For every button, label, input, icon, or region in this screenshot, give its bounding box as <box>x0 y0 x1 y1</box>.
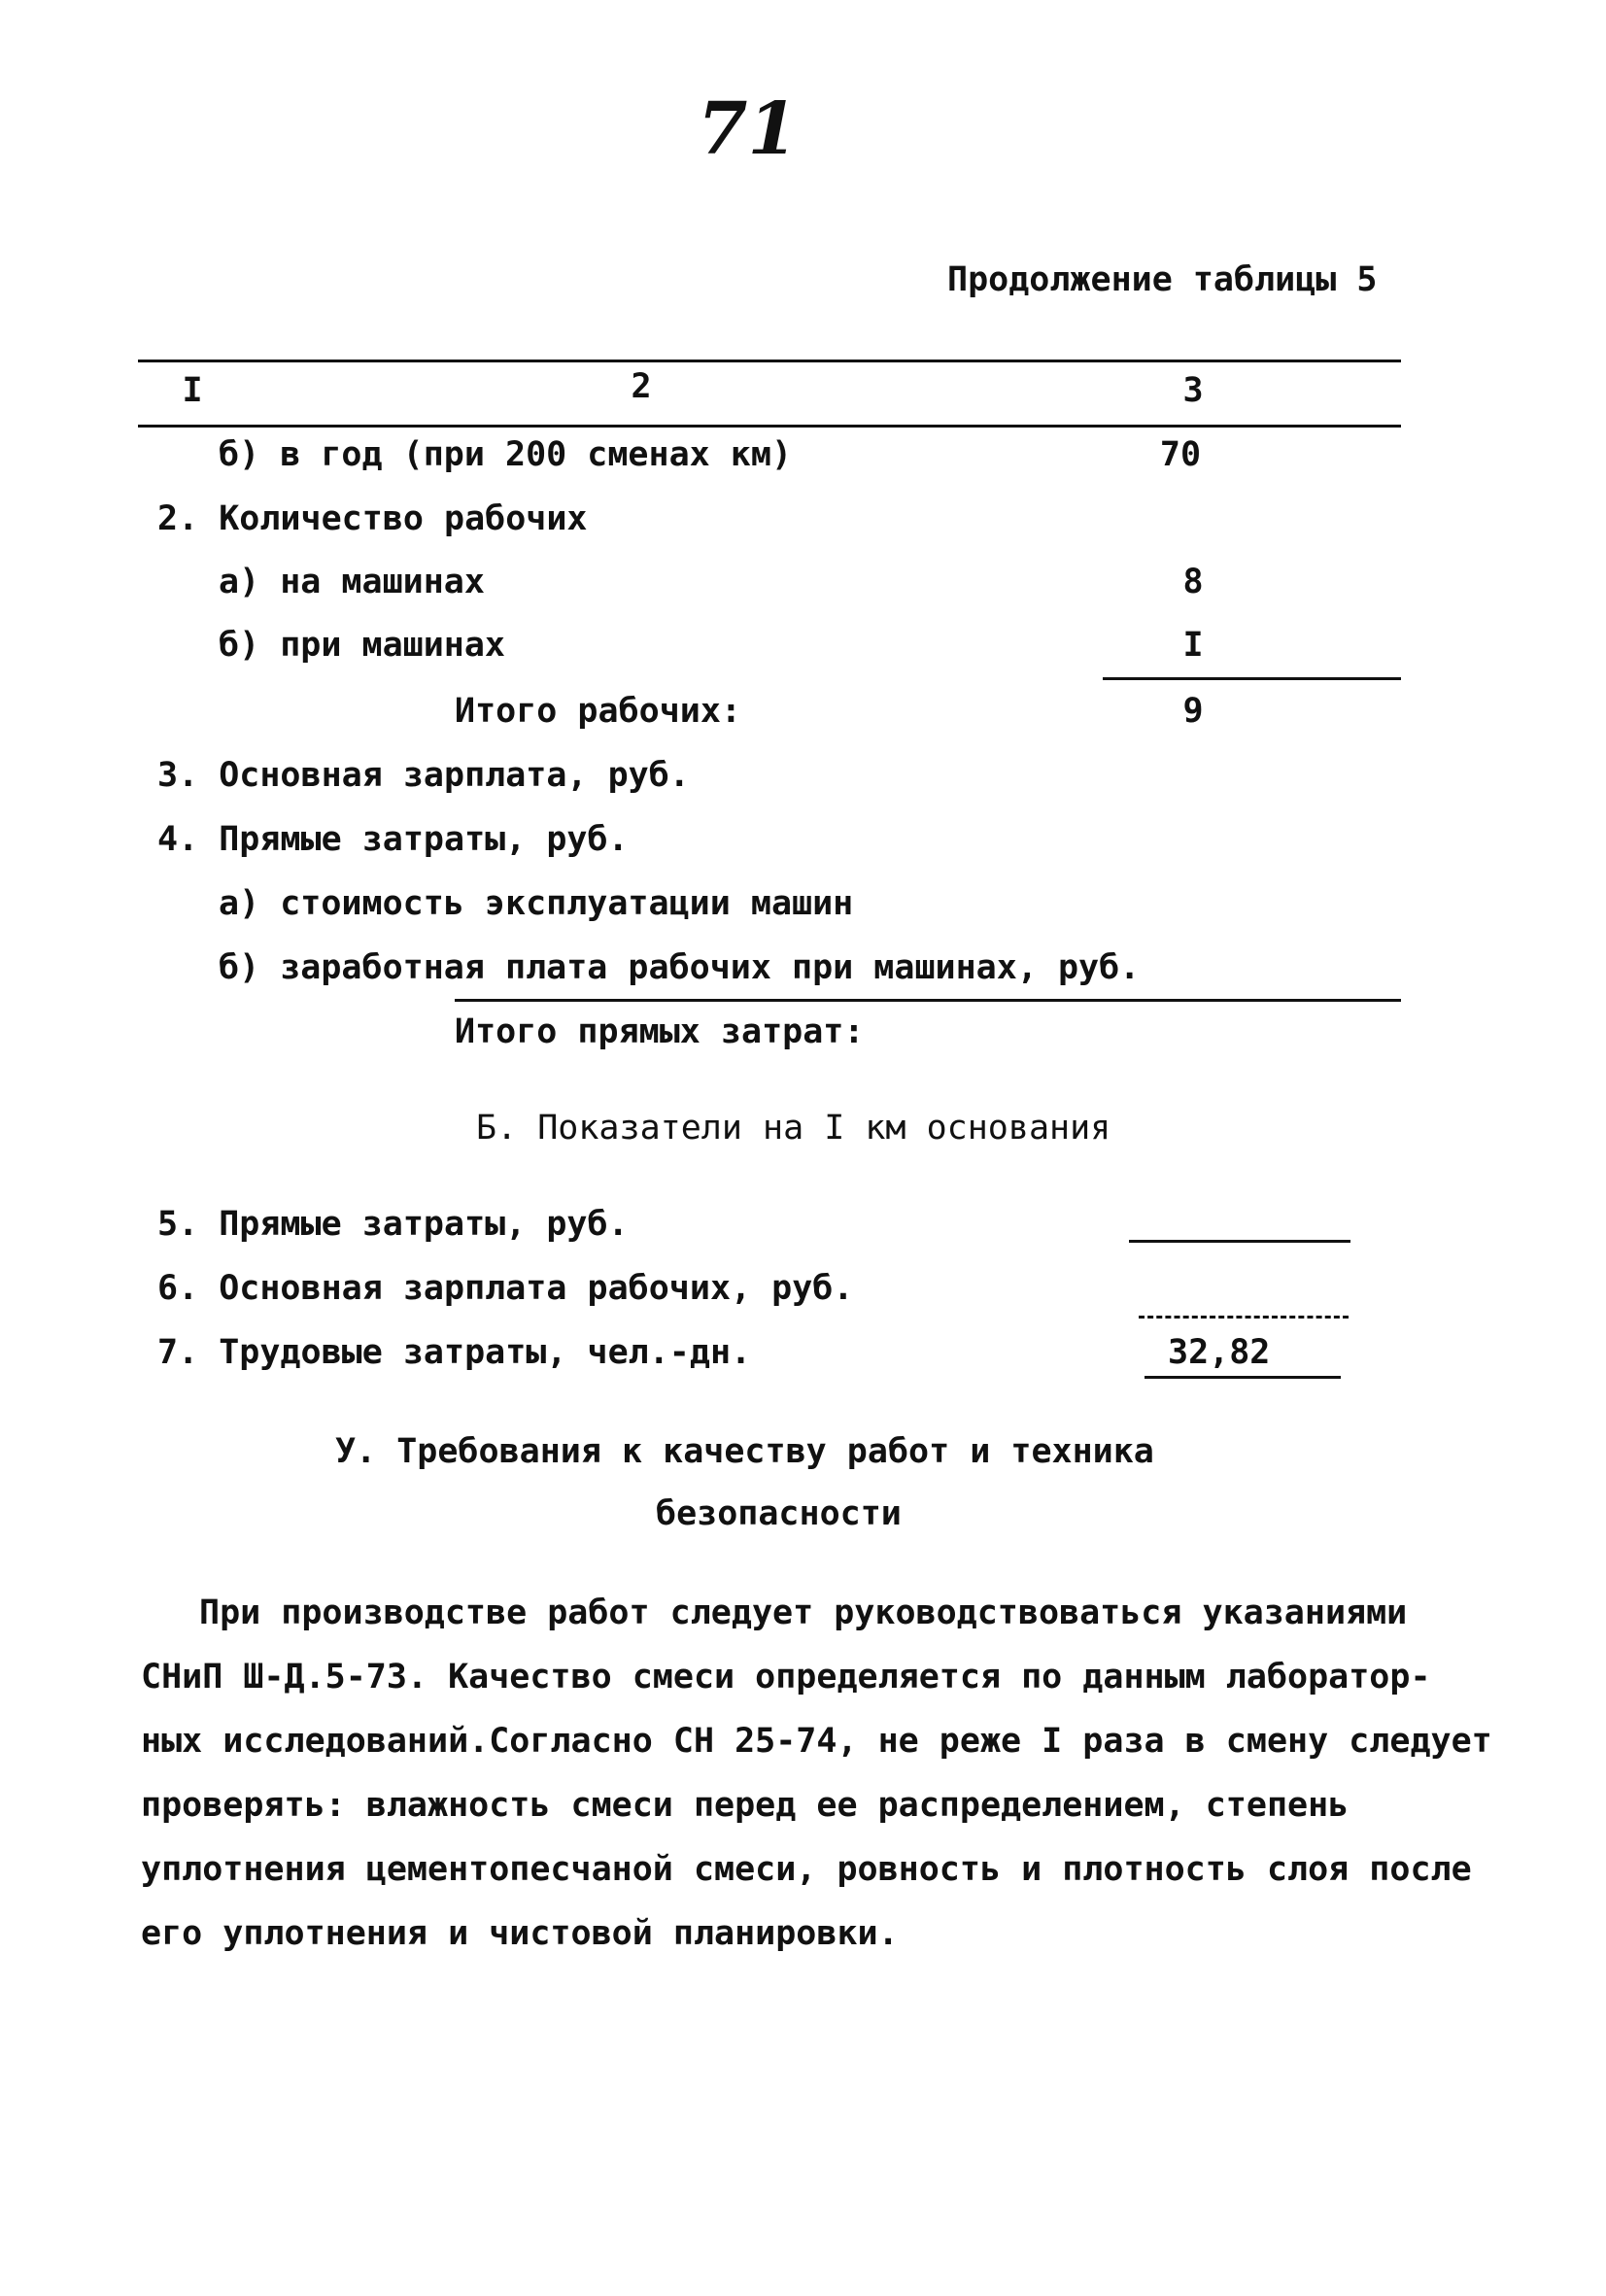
blank-value-rule <box>1129 1240 1350 1243</box>
table-row-label: а) стоимость эксплуатации машин <box>219 884 854 923</box>
table-subtotal-value: 9 <box>1182 692 1204 731</box>
table-subtotal-label: Итого рабочих: <box>455 692 742 731</box>
column-header-3: 3 <box>1182 371 1204 410</box>
section-b-title: Б. Показатели на I км основания <box>476 1109 1111 1148</box>
table-row-value: 8 <box>1182 563 1204 601</box>
column-header-2: 2 <box>631 367 652 406</box>
table-row-label: 5. Прямые затраты, руб. <box>157 1205 629 1244</box>
table-row-label: 6. Основная зарплата рабочих, руб. <box>157 1269 854 1308</box>
table-top-rule <box>138 360 1401 362</box>
table-row-value: I <box>1182 626 1204 665</box>
table-header-rule <box>138 425 1401 428</box>
table-row-label: б) в год (при 200 сменах км) <box>219 435 793 474</box>
table-subtotal-label: Итого прямых затрат: <box>455 1012 865 1051</box>
table-caption: Продолжение таблицы 5 <box>947 260 1378 299</box>
paragraph-line: его уплотнения и чистовой планировки. <box>141 1914 899 1953</box>
subtotal-rule <box>455 999 1401 1002</box>
paragraph-line: ных исследований.Согласно СН 25-74, не реже I раза в смену следует <box>141 1722 1492 1761</box>
section-v-title: У. Требования к качеству работ и техника <box>335 1432 1154 1471</box>
table-row-label: 4. Прямые затраты, руб. <box>157 820 629 859</box>
table-row-label: 2. Количество рабочих <box>157 499 588 538</box>
value-underline <box>1145 1376 1341 1379</box>
table-row-value: 70 <box>1159 435 1202 474</box>
paragraph-line: уплотнения цементопесчаной смеси, ровность и плотность слоя после <box>141 1850 1472 1889</box>
table-row-label: б) при машинах <box>219 626 506 665</box>
labor-value: 32,82 <box>1168 1333 1271 1372</box>
section-v-title-cont: безопасности <box>656 1494 902 1533</box>
table-row-label: б) заработная плата рабочих при машинах, руб. <box>219 948 1141 987</box>
page-number: 71 <box>698 87 798 171</box>
subtotal-rule <box>1103 677 1401 680</box>
paragraph-line: СНиП Ш-Д.5-73. Качество смеси определяется по данным лаборатор- <box>141 1658 1431 1696</box>
column-header-1: I <box>182 371 203 410</box>
table-row-label: 3. Основная зарплата, руб. <box>157 756 690 795</box>
paragraph-line: При производстве работ следует руководствоваться указаниями <box>199 1593 1408 1632</box>
blank-value-rule <box>1139 1316 1349 1319</box>
paragraph-line: проверять: влажность смеси перед ее распределением, степень <box>141 1786 1350 1825</box>
table-row-label: а) на машинах <box>219 563 485 601</box>
table-row-label: 7. Трудовые затраты, чел.-дн. <box>157 1333 752 1372</box>
